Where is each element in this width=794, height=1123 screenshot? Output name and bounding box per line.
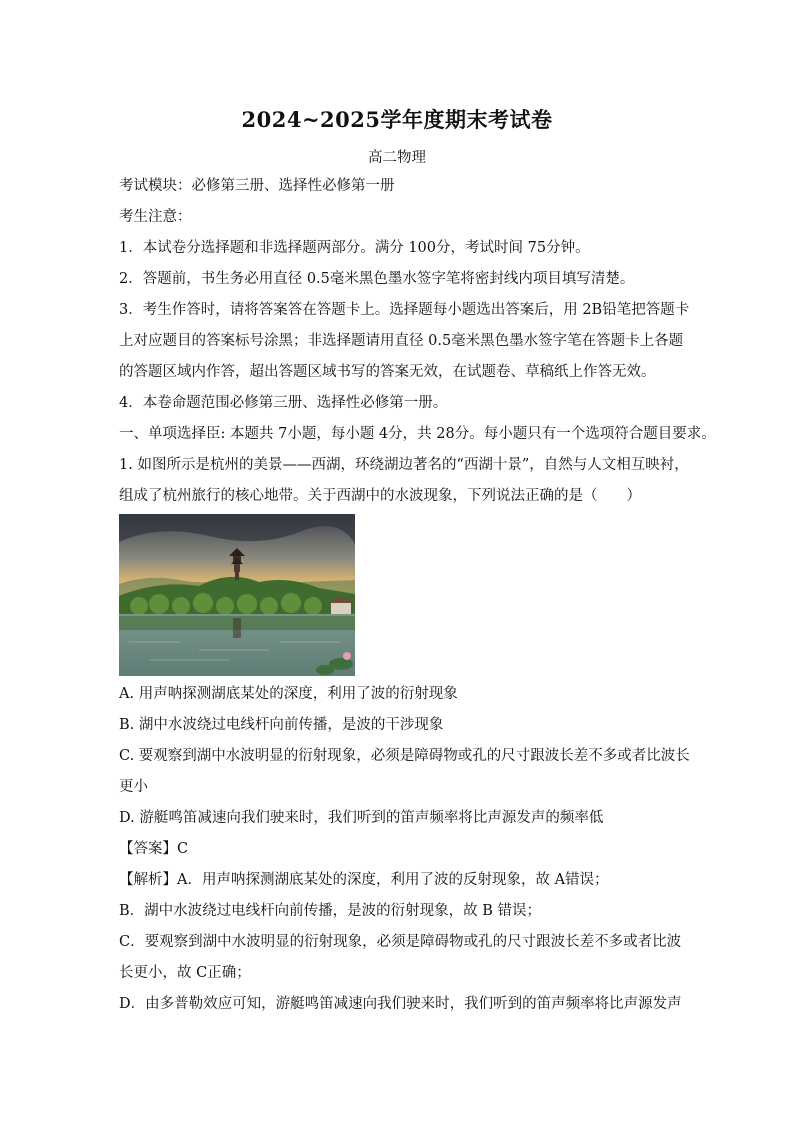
subject-subtitle: 高二物理	[368, 150, 426, 166]
analysis-a: 【解析】A．用声呐探测湖底某处的深度，利用了波的反射现象，故 A错误；	[119, 872, 609, 888]
option-c: C. 要观察到湖中水波明显的衍射现象，必须是障碍物或孔的尺寸跟波长差不多或者比波长	[119, 748, 690, 764]
section-heading: 一、单项选择臣: 本题共 7小题，每小题 4分，共 28分。每小题只有一个选项符合题目要求。	[119, 426, 716, 442]
analysis-d: D．由多普勒效应可知，游艇鸣笛减速向我们驶来时，我们听到的笛声频率将比声源发声	[119, 996, 682, 1012]
note-1: 1．本试卷分选择题和非选择题两部分。满分 100分，考试时间 75分钟。	[119, 240, 590, 256]
option-a: A. 用声呐探测湖底某处的深度，利用了波的衍射现象	[119, 686, 458, 702]
exam-module: 考试模块：必修第三册、选择性必修第一册	[119, 178, 395, 194]
option-c-cont: 更小	[119, 779, 148, 795]
analysis-c: C．要观察到湖中水波明显的衍射现象，必须是障碍物或孔的尺寸跟波长差不多或者比波	[119, 934, 682, 950]
analysis-c-cont: 长更小，故 C正确；	[119, 965, 251, 981]
note-3-cont-2: 的答题区域内作答，超出答题区域书写的答案无效，在试题卷、草稿纸上作答无效。	[119, 364, 656, 380]
note-4: 4．本卷命题范围必修第三册、选择性必修第一册。	[119, 395, 448, 411]
option-b: B. 湖中水波绕过电线杆向前传播，是波的干涉现象	[119, 717, 444, 733]
option-d: D. 游艇鸣笛减速向我们驶来时，我们听到的笛声频率将比声源发声的频率低	[119, 810, 604, 826]
analysis-b: B．湖中水波绕过电线杆向前传播，是波的衍射现象，故 B 错误；	[119, 903, 542, 919]
page-title: 2024~2025学年度期末考试卷	[241, 107, 553, 132]
notice-heading: 考生注意：	[119, 209, 192, 225]
note-3-cont-1: 上对应题目的答案标号涂黑；非选择题请用直径 0.5毫米黑色墨水签字笔在答题卡上各题	[119, 333, 684, 349]
west-lake-photo	[119, 514, 355, 676]
note-2: 2．答题前，书生务必用直径 0.5毫米黑色墨水签字笔将密封线内项目填写清楚。	[119, 271, 635, 287]
question-stem-2: 组成了杭州旅行的核心地带。关于西湖中的水波现象，下列说法正确的是（ ）	[119, 488, 641, 504]
question-stem-1: 1. 如图所示是杭州的美景——西湖，环绕湖边著名的“西湖十景”，自然与人文相互映衬，	[119, 457, 689, 473]
answer-line: 【答案】C	[119, 841, 189, 857]
note-3: 3．考生作答时，请将答案答在答题卡上。选择题每小题选出答案后，用 2B铅笔把答题卡	[119, 302, 690, 318]
